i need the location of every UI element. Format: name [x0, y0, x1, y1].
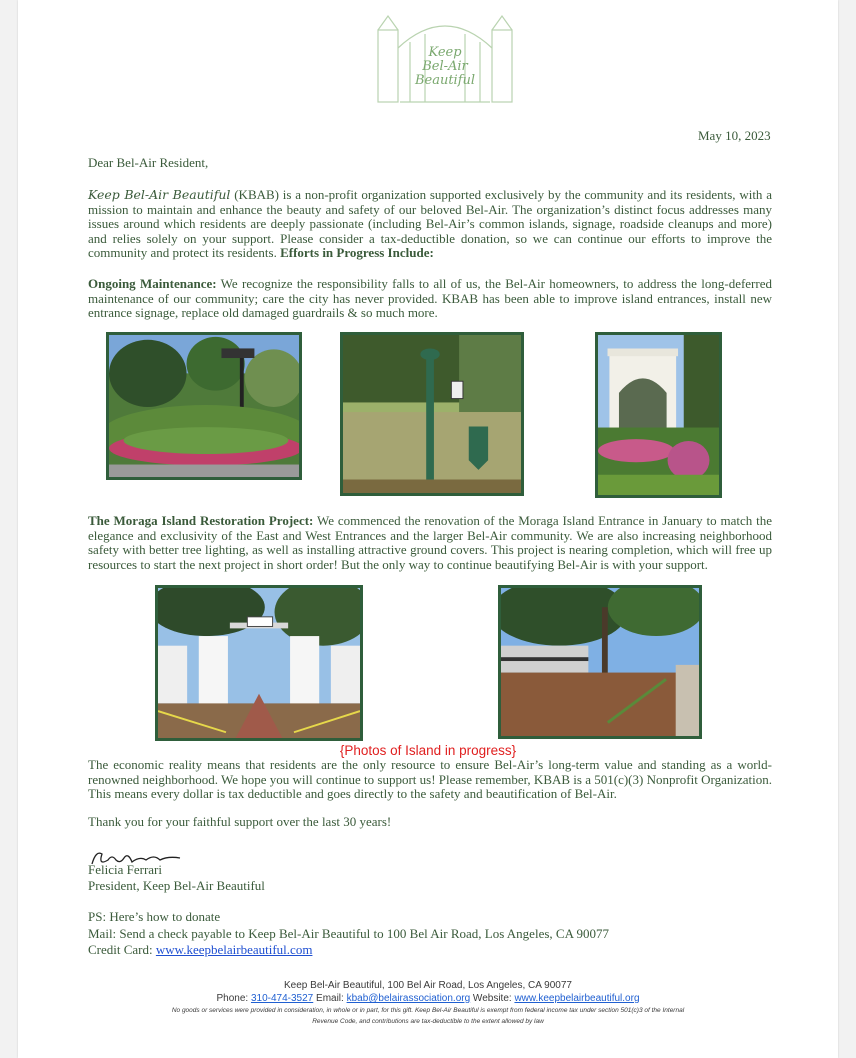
credit-card-label: Credit Card:: [88, 942, 156, 957]
logo-line-1: Keep: [428, 45, 462, 60]
photo-moraga-white-pillars: [155, 585, 363, 741]
website-link[interactable]: www.keepbelairbeautiful.org: [514, 993, 640, 1004]
footer-disclaimer-2: Revenue Code, and contributions are tax-deductible to the extent allowed by law: [312, 1018, 544, 1025]
brand-name: Keep Bel-Air Beautiful: [88, 187, 231, 202]
maintenance-paragraph: [88, 277, 772, 321]
photo-caption: {Photos of Island in progress}: [339, 743, 517, 758]
logo-line-3: Beautiful: [414, 73, 476, 88]
moraga-paragraph: [88, 514, 772, 572]
footer-address: Keep Bel-Air Beautiful, 100 Bel Air Road, Los Angeles, CA 90077: [284, 980, 572, 991]
economic-paragraph: The economic reality means that residents are the only resource to ensure Bel-Air’s long-term value and standing as a world-renowned neighborhood. We hope you will continue to support us! Please remember, KBAB is a 501(c)(3) Nonprofit Organization. This means every dollar is tax deductible and goes directly to the safety and beautification of Bel-Air.: [88, 757, 772, 802]
maintenance-heading: Ongoing Maintenance:: [88, 276, 217, 291]
email-link[interactable]: kbab@belairassociation.org: [346, 993, 471, 1004]
photo-island-entrance-sign: [106, 332, 302, 480]
signer-title: President, Keep Bel-Air Beautiful: [88, 878, 265, 893]
footer-contact: [18, 993, 838, 1004]
photo-white-gate-flowers: [595, 332, 722, 498]
footer-disclaimer-1: No goods or services were provided in consideration, in whole or in part, for this gift. Keep Bel-Air Beautiful is exempt from federal income tax under section 501(c)3 of the Internal: [171, 1007, 685, 1014]
kbab-logo: [370, 8, 520, 104]
signer-name: Felicia Ferrari: [88, 862, 162, 877]
intro-text: (KBAB) is a non-profit organization supported exclusively by the community and its residents, with a mission to maintain and enhance the beauty and safety of our beloved Bel-Air. The organization’s distinct focus addresses many issues around which residents are deeply passionate (including Bel-Air’s common islands, signage, roadside cleanups and more) and relies solely on your support. Please consider a tax-deductible donation, so we can continue our efforts to improve the community and protect its residents.: [88, 187, 773, 261]
letter-page: [18, 0, 838, 1058]
maintenance-text: We recognize the responsibility falls to all of us, the Bel-Air homeowners, to address the long-deferred maintenance of our community; care the city has never provided. KBAB has been able to improve island entrances, install new entrance signage, replace old damaged guardrails & so much more.: [88, 276, 772, 321]
ps-mail: Mail: Send a check payable to Keep Bel-Air Beautiful to 100 Bel Air Road, Los Angeles, CA 90077: [88, 926, 609, 941]
efforts-heading: Efforts in Progress Include:: [280, 245, 434, 261]
moraga-text: We commenced the renovation of the Moraga Island Entrance in January to match the elegance and exclusivity of the East and West Entrances and the larger Bel-Air community. We are also increasing neighborhood safety with better tree lighting, as well as installing attractive ground covers. This project is nearing completion, which will free up resources to start the next project in short order! But the only way to continue beautifying Bel-Air is with your support.: [88, 513, 772, 572]
letter-date: May 10, 2023: [698, 128, 771, 143]
email-label: Email:: [313, 993, 347, 1004]
photo-island-mulch-trees: [498, 585, 702, 739]
website-label: Website:: [470, 993, 515, 1004]
intro-paragraph: [88, 188, 772, 261]
logo-line-2: Bel-Air: [422, 59, 468, 74]
greeting: Dear Bel-Air Resident,: [88, 155, 209, 170]
ps-credit-card: [88, 943, 772, 958]
moraga-heading: The Moraga Island Restoration Project:: [88, 513, 314, 528]
phone-link[interactable]: 310-474-3527: [250, 993, 314, 1004]
donate-link[interactable]: www.keepbelairbeautiful.com: [155, 942, 313, 957]
photo-green-lamp-post: [340, 332, 524, 496]
ps-line: PS: Here’s how to donate: [88, 909, 221, 924]
thanks-line: Thank you for your faithful support over the last 30 years!: [88, 814, 392, 829]
phone-label: Phone:: [216, 993, 251, 1004]
